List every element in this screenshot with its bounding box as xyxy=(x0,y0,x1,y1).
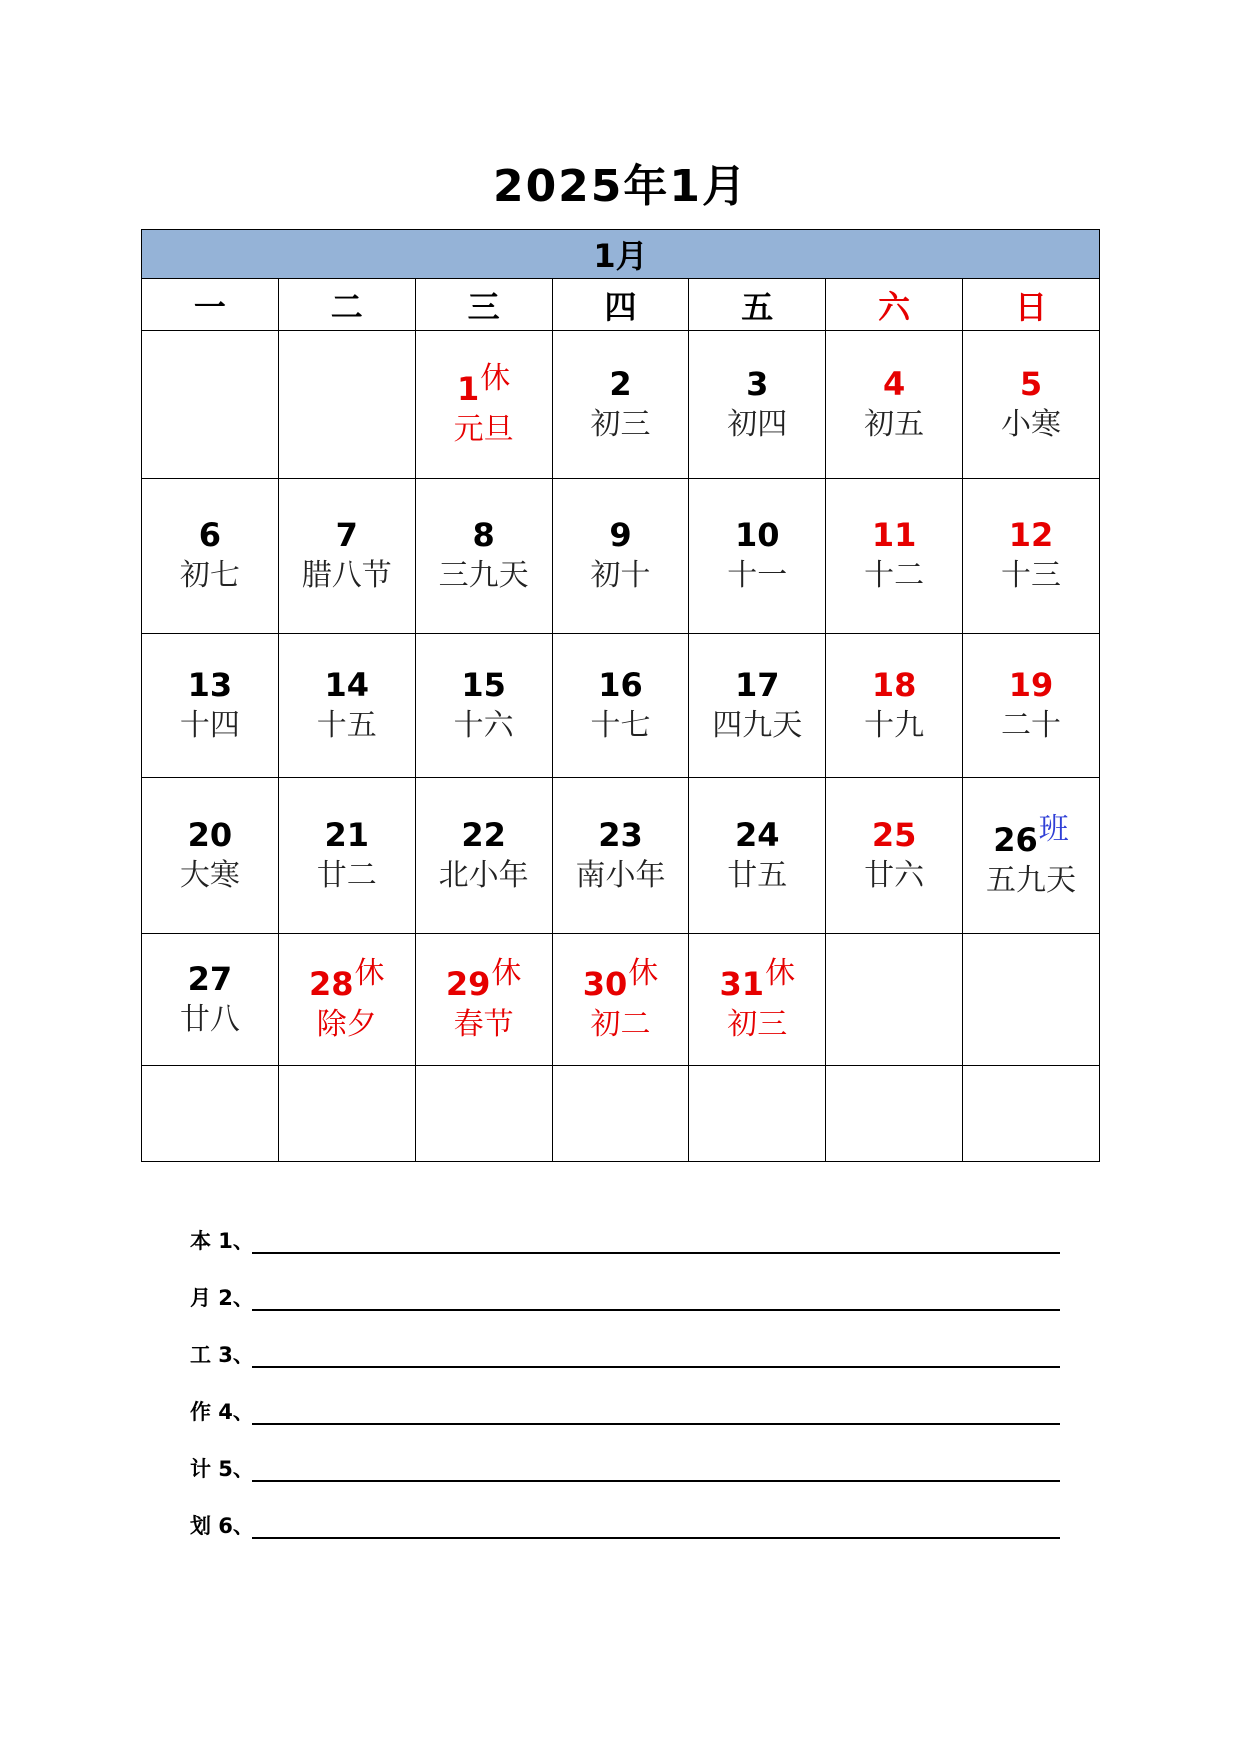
lunar-date: 初五 xyxy=(864,406,925,442)
week-row xyxy=(142,634,1100,778)
day-number-value: 14 xyxy=(324,665,370,704)
lunar-date: 十一 xyxy=(727,558,788,593)
lunar-date: 十四 xyxy=(179,707,240,743)
day-cell xyxy=(415,634,552,778)
day-number-value: 6 xyxy=(198,516,222,554)
day-number-value: 27 xyxy=(187,959,233,998)
day-number xyxy=(553,364,689,404)
day-cell xyxy=(963,331,1100,479)
empty-day-cell xyxy=(278,1066,415,1162)
day-number-value: 1 xyxy=(456,369,480,408)
empty-day-cell xyxy=(142,1066,279,1162)
day-number xyxy=(826,515,962,555)
plan-line-underline xyxy=(252,1537,1060,1539)
empty-day-cell xyxy=(963,1066,1100,1162)
lunar-date: 十五 xyxy=(316,707,377,743)
page-title: 2025年1月 xyxy=(492,161,749,212)
lunar-date: 除夕 xyxy=(316,1006,377,1042)
day-cell xyxy=(689,778,826,934)
day-number xyxy=(689,815,825,855)
day-cell xyxy=(552,331,689,479)
week-row xyxy=(142,778,1100,934)
day-number xyxy=(279,815,415,855)
day-number-value: 15 xyxy=(461,665,506,704)
weekday-header: 一 xyxy=(142,279,279,331)
empty-day-cell xyxy=(826,934,963,1066)
day-cell xyxy=(278,634,415,778)
day-number-value: 30 xyxy=(582,964,628,1003)
day-cell xyxy=(142,934,279,1066)
lunar-date: 廿六 xyxy=(864,857,925,893)
day-cell xyxy=(142,479,279,634)
day-number xyxy=(553,815,689,855)
day-cell xyxy=(142,778,279,934)
day-number-value: 24 xyxy=(735,815,780,854)
plan-line xyxy=(190,1204,1060,1261)
day-cell xyxy=(552,479,689,634)
holiday-badge: 休 xyxy=(765,955,796,991)
day-number-value: 25 xyxy=(871,815,917,854)
day-number-value: 26 xyxy=(993,820,1038,859)
plan-line-underline xyxy=(252,1480,1060,1482)
weekday-header: 五 xyxy=(689,279,826,331)
lunar-date: 十六 xyxy=(453,707,514,743)
lunar-date: 十七 xyxy=(590,707,651,743)
lunar-date: 初三 xyxy=(727,1006,788,1042)
day-number xyxy=(689,665,825,705)
plan-line xyxy=(190,1489,1060,1546)
day-cell xyxy=(278,479,415,634)
plan-line xyxy=(190,1261,1060,1318)
day-number xyxy=(142,515,278,555)
lunar-date: 春节 xyxy=(453,1006,514,1042)
day-cell xyxy=(415,331,552,479)
day-number-value: 3 xyxy=(746,364,769,403)
plan-line-label: 划 6、 xyxy=(190,1514,254,1538)
day-number-value: 4 xyxy=(883,364,906,403)
workday-badge: 班 xyxy=(1038,811,1069,847)
day-number xyxy=(553,954,689,1004)
day-number-value: 5 xyxy=(1019,364,1043,403)
lunar-date: 初十 xyxy=(590,558,651,593)
plan-line-underline xyxy=(252,1423,1060,1425)
day-number-value: 31 xyxy=(719,964,765,1003)
lunar-date: 廿五 xyxy=(727,857,788,893)
day-number-value: 13 xyxy=(187,665,233,704)
empty-day-cell xyxy=(415,1066,552,1162)
day-cell xyxy=(415,778,552,934)
day-cell xyxy=(415,934,552,1066)
day-cell xyxy=(552,778,689,934)
weekday-header: 四 xyxy=(552,279,689,331)
day-number-value: 22 xyxy=(461,815,506,854)
day-cell xyxy=(552,934,689,1066)
weekday-header: 三 xyxy=(415,279,552,331)
day-number xyxy=(963,515,1099,555)
day-number xyxy=(689,954,825,1004)
day-cell xyxy=(278,778,415,934)
day-number-value: 23 xyxy=(598,815,643,854)
lunar-date: 大寒 xyxy=(179,857,240,893)
calendar-table xyxy=(141,229,1100,1162)
plan-line xyxy=(190,1318,1060,1375)
day-number xyxy=(553,665,689,705)
day-cell xyxy=(689,634,826,778)
holiday-badge: 休 xyxy=(354,955,385,991)
lunar-date: 三九天 xyxy=(438,558,529,593)
weekday-header: 日 xyxy=(963,279,1100,331)
empty-day-cell xyxy=(689,1066,826,1162)
day-number xyxy=(826,364,962,404)
day-cell xyxy=(826,778,963,934)
day-number xyxy=(963,364,1099,404)
day-number-value: 16 xyxy=(598,665,643,704)
lunar-date: 四九天 xyxy=(712,707,803,743)
lunar-date: 十二 xyxy=(864,558,925,593)
day-cell xyxy=(963,479,1100,634)
day-number xyxy=(142,665,278,705)
day-cell xyxy=(415,479,552,634)
day-number-value: 8 xyxy=(472,516,495,554)
day-cell xyxy=(552,634,689,778)
holiday-badge: 休 xyxy=(480,360,511,396)
day-number xyxy=(689,515,825,555)
day-number xyxy=(416,954,552,1004)
day-number xyxy=(416,359,552,409)
plan-line-label: 月 2、 xyxy=(190,1286,254,1310)
month-header: 1月 xyxy=(142,230,1100,279)
lunar-date: 五九天 xyxy=(986,862,1077,898)
day-cell xyxy=(278,934,415,1066)
lunar-date: 廿二 xyxy=(316,857,377,893)
lunar-date: 初四 xyxy=(727,406,788,442)
day-number-value: 10 xyxy=(735,516,780,554)
lunar-date: 初三 xyxy=(590,406,651,442)
month-header-row xyxy=(142,230,1100,279)
day-number xyxy=(963,665,1099,705)
day-cell xyxy=(689,934,826,1066)
week-row xyxy=(142,479,1100,634)
day-number-value: 12 xyxy=(1008,516,1054,554)
day-number-value: 29 xyxy=(445,964,491,1003)
lunar-date: 十三 xyxy=(1001,558,1062,593)
day-number-value: 17 xyxy=(735,665,780,704)
holiday-badge: 休 xyxy=(628,955,659,991)
empty-day-cell xyxy=(278,331,415,479)
day-number-value: 9 xyxy=(609,516,632,554)
day-cell xyxy=(826,634,963,778)
day-number-value: 19 xyxy=(1008,665,1054,704)
day-number xyxy=(416,815,552,855)
day-number-value: 20 xyxy=(187,815,233,854)
day-cell xyxy=(826,331,963,479)
holiday-badge: 休 xyxy=(491,955,522,991)
plan-line-label: 作 4、 xyxy=(190,1400,254,1424)
day-cell xyxy=(826,479,963,634)
day-number-value: 21 xyxy=(324,815,370,854)
plan-line-underline xyxy=(252,1252,1060,1254)
day-cell xyxy=(142,634,279,778)
empty-day-cell xyxy=(552,1066,689,1162)
lunar-date: 初二 xyxy=(590,1006,651,1042)
day-number xyxy=(826,815,962,855)
plan-line xyxy=(190,1432,1060,1489)
weekday-header: 六 xyxy=(826,279,963,331)
lunar-date: 南小年 xyxy=(575,857,666,893)
week-row xyxy=(142,331,1100,479)
week-row xyxy=(142,1066,1100,1162)
day-number-value: 2 xyxy=(609,364,632,403)
day-number-value: 11 xyxy=(871,516,917,554)
weekday-header-row xyxy=(142,279,1100,331)
work-plan-section xyxy=(190,1204,1060,1546)
day-number xyxy=(553,515,689,555)
lunar-date: 廿八 xyxy=(179,1001,240,1037)
lunar-date: 元旦 xyxy=(453,411,514,447)
day-number xyxy=(279,665,415,705)
day-number xyxy=(142,815,278,855)
day-cell xyxy=(963,778,1100,934)
day-number-value: 28 xyxy=(309,964,354,1003)
empty-day-cell xyxy=(963,934,1100,1066)
lunar-date: 二十 xyxy=(1001,707,1062,743)
lunar-date: 腊八节 xyxy=(301,558,392,593)
day-number xyxy=(826,665,962,705)
day-cell xyxy=(963,634,1100,778)
lunar-date: 十九 xyxy=(864,707,925,743)
day-cell xyxy=(689,331,826,479)
lunar-date: 小寒 xyxy=(1001,406,1062,442)
day-number xyxy=(142,959,278,999)
plan-line-underline xyxy=(252,1309,1060,1311)
day-number xyxy=(279,515,415,555)
day-number-value: 18 xyxy=(871,665,917,704)
day-number xyxy=(279,954,415,1004)
lunar-date: 初七 xyxy=(179,558,240,593)
day-number-value: 7 xyxy=(335,516,358,554)
day-number xyxy=(963,810,1099,860)
plan-line-underline xyxy=(252,1366,1060,1368)
plan-line-label: 计 5、 xyxy=(190,1457,254,1481)
day-cell xyxy=(689,479,826,634)
plan-line xyxy=(190,1375,1060,1432)
lunar-date: 北小年 xyxy=(438,857,529,893)
empty-day-cell xyxy=(142,331,279,479)
day-number xyxy=(416,515,552,555)
plan-line-label: 工 3、 xyxy=(190,1343,254,1367)
day-number xyxy=(416,665,552,705)
week-row xyxy=(142,934,1100,1066)
day-number xyxy=(689,364,825,404)
empty-day-cell xyxy=(826,1066,963,1162)
weekday-header: 二 xyxy=(278,279,415,331)
plan-line-label: 本 1、 xyxy=(190,1229,254,1253)
